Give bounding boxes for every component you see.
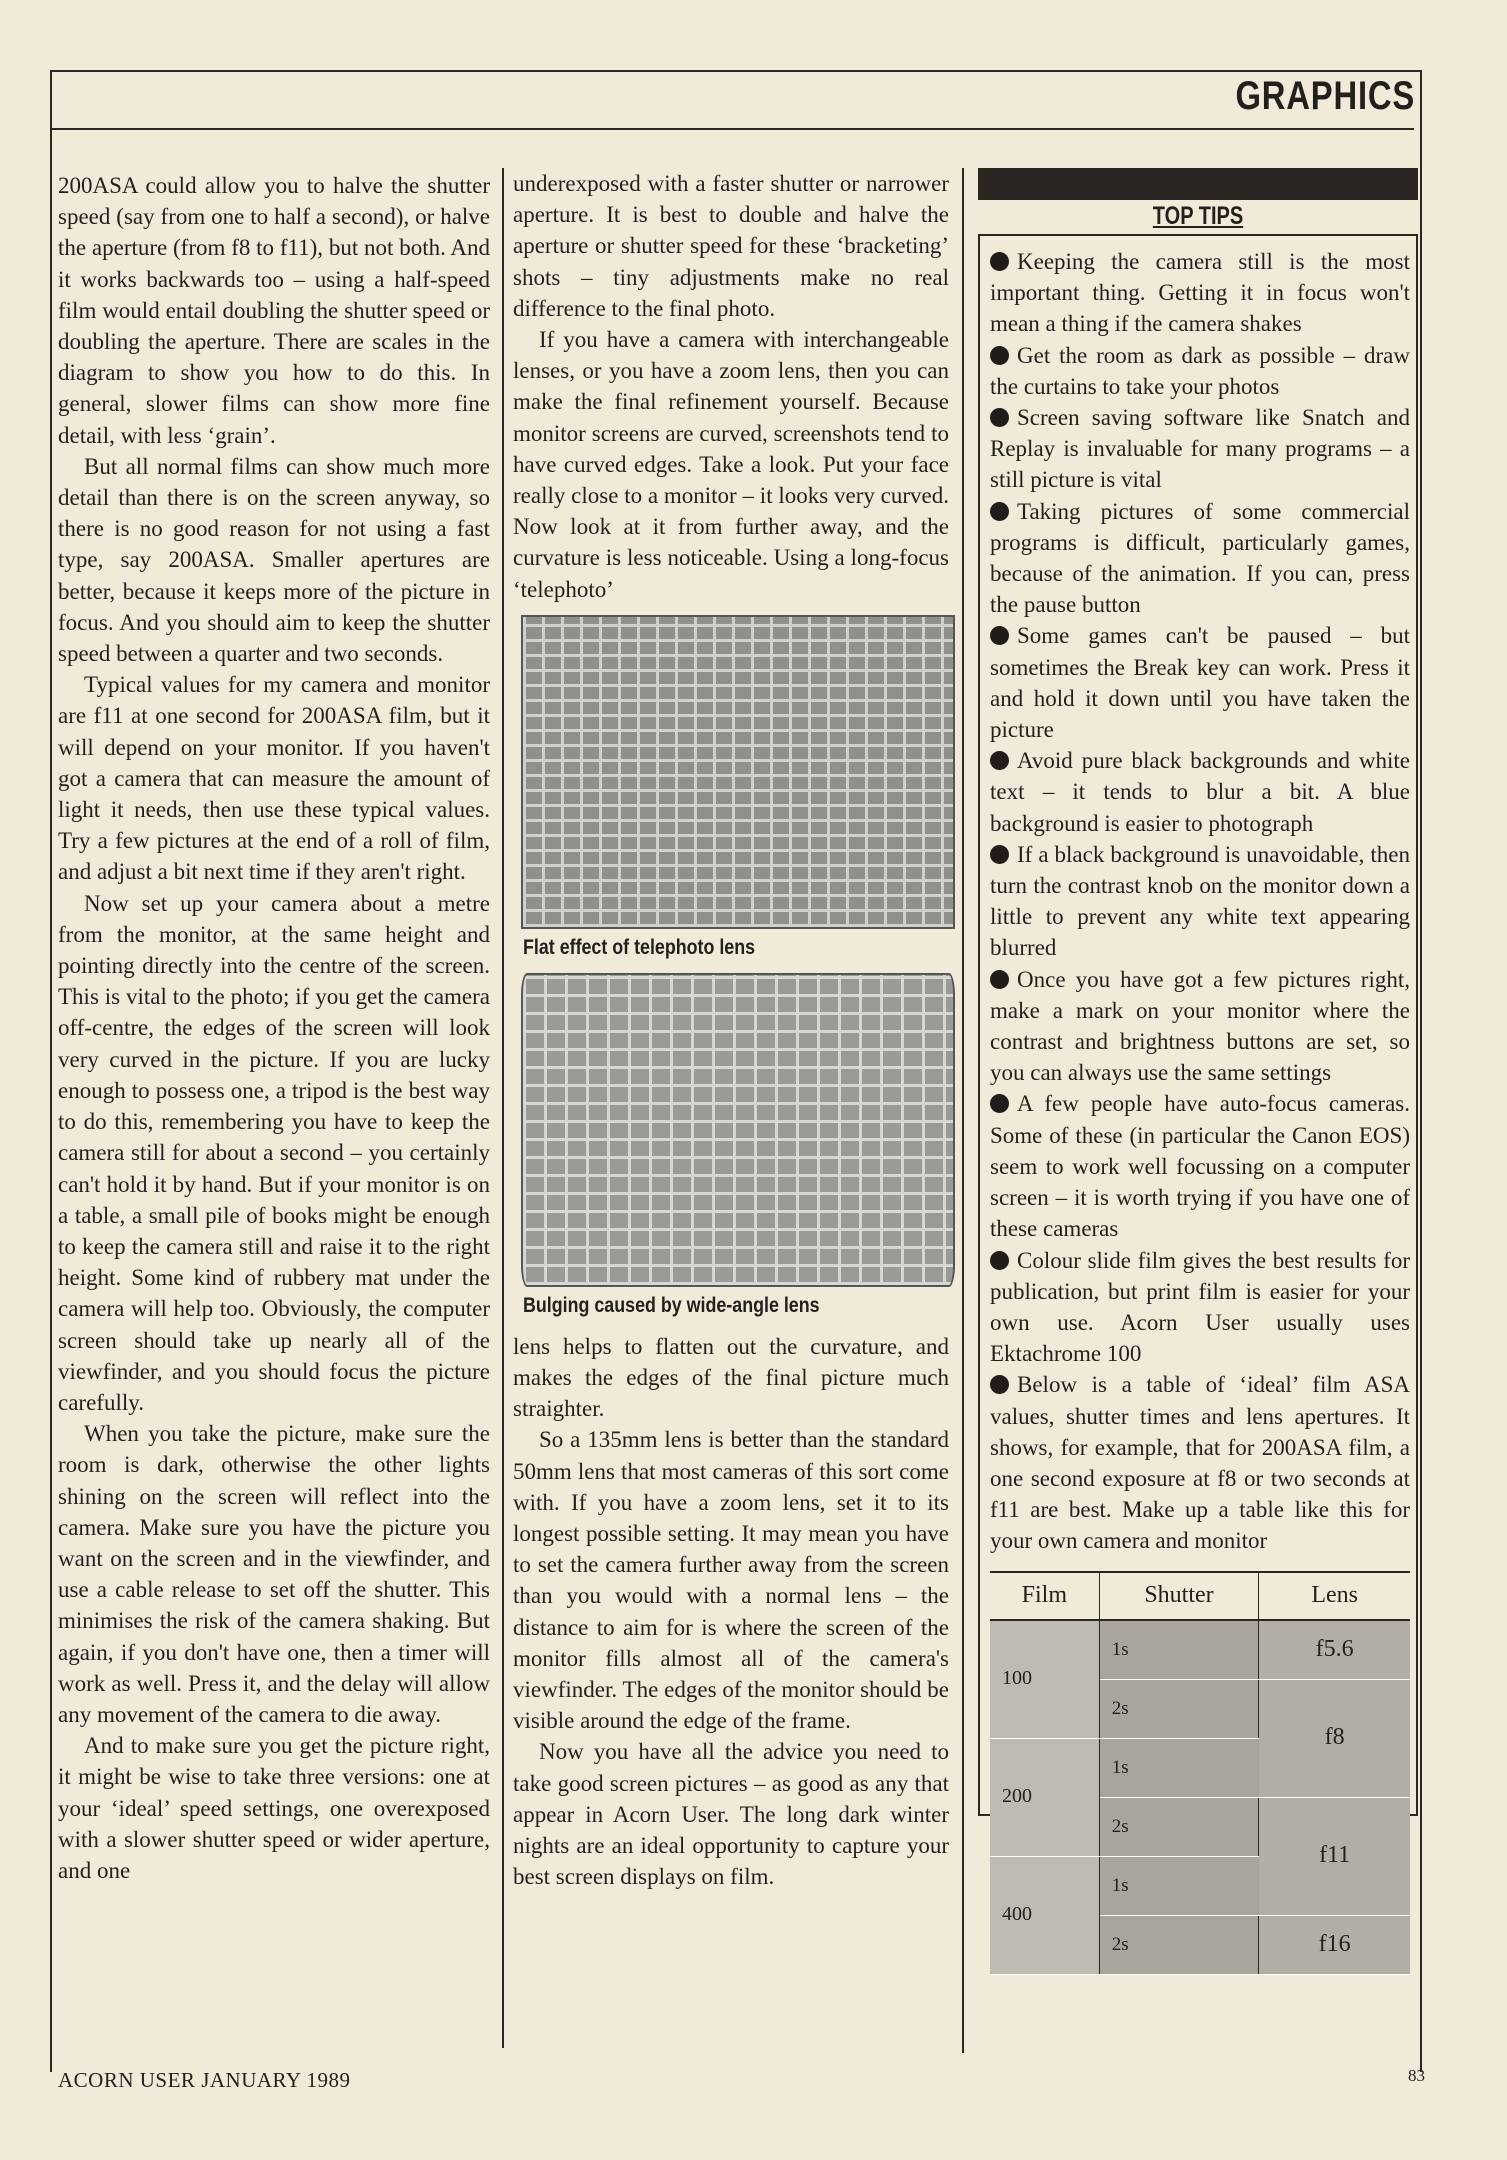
bullet-icon <box>990 252 1009 271</box>
paragraph: underexposed with a faster shutter or narrower aperture. It is best to double and halve the aperture or shutter speed for these ‘bracketing’ shots – tiny adjustments make no real difference to the final photo. <box>513 171 949 321</box>
shutter-cell: 2s <box>1099 1679 1259 1738</box>
tips-header-bar <box>978 168 1418 200</box>
tip-item: If a black background is unavoidable, then turn the contrast knob on the monitor down a little to prevent any white text appearing blurred <box>990 841 1410 961</box>
paragraph: But all normal films can show much more detail than there is on the screen anyway, so there is no good reason for not using a fast type, say 200ASA. Smaller apertures are better, because it keeps more of the picture in focus. And you should aim to keep the shutter speed between a quarter and two seconds. <box>58 453 490 667</box>
table-header: Lens <box>1259 1572 1410 1620</box>
shutter-cell: 1s <box>1099 1738 1259 1797</box>
bullet-icon <box>990 626 1009 645</box>
table-row <box>990 1620 1410 1680</box>
tip-item: Get the room as dark as possible – draw the curtains to take your photos <box>990 342 1410 399</box>
tips-title: TOP TIPS <box>1152 202 1244 230</box>
bullet-icon <box>990 1094 1009 1113</box>
shutter-cell: 1s <box>1099 1856 1259 1915</box>
paragraph: If you have a camera with interchangeable lenses, or you have a zoom lens, then you can make the final refinement yourself. Because monitor screens are curved, screenshots tend to have curved edges. Take a look. Put your face really close to a monitor – it looks very curved. Now look at it from further away, and the curvature is less noticeable. Using a long-focus ‘telephoto’ <box>513 327 949 602</box>
telephoto-photo <box>521 615 955 929</box>
footer-page-number: 83 <box>1408 2066 1425 2085</box>
top-tips-sidebar <box>978 168 1418 1957</box>
bullet-icon <box>990 1251 1009 1270</box>
bullet-icon <box>990 346 1009 365</box>
bullet-icon <box>990 1375 1009 1394</box>
bullet-icon <box>990 408 1009 427</box>
bullet-icon <box>990 845 1009 864</box>
shutter-cell: 1s <box>1099 1620 1259 1680</box>
wide-angle-photo <box>521 973 955 1287</box>
section-header: GRAPHICS <box>1235 74 1415 118</box>
tip-item: Screen saving software like Snatch and Replay is invaluable for many programs – a still picture is vital <box>990 405 1410 493</box>
paragraph: Now you have all the advice you need to take good screen pictures – as good as any that appear in Acorn User. The long dark winter nights are an ideal opportunity to capture your best screen displays on film. <box>513 1739 949 1890</box>
telephoto-caption: Flat effect of telephoto lens <box>523 935 756 959</box>
tip-item: Below is a table of ‘ideal’ film ASA values, shutter times and lens apertures. It shows, for example, that for 200ASA film, a one second exposure at f8 or two seconds at f11 are best. Make up a table like this for your own camera and monitor <box>990 1372 1410 1554</box>
film-cell: 200 <box>990 1738 1099 1856</box>
paragraph: And to make sure you get the picture right, it might be wise to take three versions: one at your ‘ideal’ speed settings, one overexposed with a slower shutter speed or wider aperture, and one <box>58 1733 490 1883</box>
tip-item: A few people have auto-focus cameras. Some of these (in particular the Canon EOS) seem to work well focussing on a computer screen – it is worth trying if you have one of these cameras <box>990 1091 1410 1242</box>
bullet-icon <box>990 970 1009 989</box>
table-header: Shutter <box>1099 1572 1259 1620</box>
bullet-icon <box>990 751 1009 770</box>
paragraph: 200ASA could allow you to halve the shutter speed (say from one to half a second), or halve the aperture (from f8 to f11), but not both. And it works backwards too – using a half-speed film would entail doubling the shutter speed or doubling the aperture. There are scales in the diagram to show you how to do this. In general, slower films can show more fine detail, with less ‘grain’. <box>58 173 490 448</box>
header-rule <box>52 128 1414 130</box>
lens-cell: f16 <box>1259 1915 1410 1974</box>
lens-cell: f11 <box>1259 1797 1410 1915</box>
paragraph: lens helps to flatten out the curvature, and makes the edges of the final picture much straighter. <box>513 1333 949 1422</box>
tip-item: Taking pictures of some commercial programs is difficult, particularly games, because of the animation. If you can, press the pause button <box>990 498 1410 618</box>
wide-angle-caption: Bulging caused by wide-angle lens <box>523 1293 820 1317</box>
table-header: Film <box>990 1572 1099 1620</box>
tip-item: Once you have got a few pictures right, make a mark on your monitor where the contrast and brightness buttons are set, so you can always use the same settings <box>990 966 1410 1086</box>
article-column-1 <box>58 170 490 1886</box>
tips-box <box>978 234 1418 1957</box>
shutter-cell: 2s <box>1099 1797 1259 1856</box>
tip-item: Some games can't be paused – but sometimes the Break key can work. Press it and hold it down until you have taken the picture <box>990 623 1410 743</box>
film-cell: 400 <box>990 1856 1099 1974</box>
paragraph: So a 135mm lens is better than the standard 50mm lens that most cameras of this sort come with. If you have a zoom lens, set it to its longest possible setting. It may mean you have to set the camera further away from the screen than you would with a normal lens – the distance to aim for is where the screen of the monitor fills almost all of the camera's viewfinder. The edges of the monitor should be visible around the edge of the frame. <box>513 1427 949 1734</box>
column-divider <box>502 168 504 2048</box>
paragraph: Now set up your camera about a metre from the monitor, at the same height and pointing directly into the centre of the screen. This is vital to the photo; if you get the camera off-centre, the edges of the screen will look very curved in the picture. If you are lucky enough to possess one, a tripod is the best way to do this, remembering you have to keep the camera still for about a second – you certainly can't hold it by hand. But if your monitor is on a table, a small pile of books might be enough to keep the camera still and raise it to the right height. Some kind of rubbery mat under the camera will help too. Obviously, the computer screen should take up nearly all of the viewfinder, and you should focus the picture carefully. <box>58 890 490 1415</box>
table-header-row <box>990 1572 1410 1620</box>
tip-item: Avoid pure black backgrounds and white text – it tends to blur a bit. A blue background is easier to photograph <box>990 748 1410 836</box>
tip-item: Colour slide film gives the best results for publication, but print film is easier for your own use. Acorn User usually uses Ektachrome 100 <box>990 1247 1410 1367</box>
column-divider <box>962 168 964 2053</box>
article-column-2 <box>513 168 949 1893</box>
lens-cell: f5.6 <box>1259 1620 1410 1680</box>
lens-cell: f8 <box>1259 1679 1410 1797</box>
bullet-icon <box>990 502 1009 521</box>
paragraph: Typical values for my camera and monitor are f11 at one second for 200ASA film, but it will depend on your monitor. If you haven't got a camera that can measure the amount of light it needs, then use these typical values. Try a few pictures at the end of a roll of film, and adjust a bit next time if they aren't right. <box>58 672 490 885</box>
tip-item: Keeping the camera still is the most important thing. Getting it in focus won't mean a thing if the camera shakes <box>990 249 1410 337</box>
footer-magazine: ACORN USER JANUARY 1989 <box>58 2068 351 2092</box>
exposure-table <box>990 1571 1410 1975</box>
film-cell: 100 <box>990 1620 1099 1739</box>
paragraph: When you take the picture, make sure the room is dark, otherwise the other lights shining on the screen will reflect into the camera. Make sure you have the picture you want on the screen and in the viewfinder, and use a cable release to set off the shutter. This minimises the risk of the camera shaking. But again, if you don't have one, then a timer will work as well. Press it, and the delay will allow any movement of the camera to die away. <box>58 1421 490 1727</box>
shutter-cell: 2s <box>1099 1915 1259 1974</box>
